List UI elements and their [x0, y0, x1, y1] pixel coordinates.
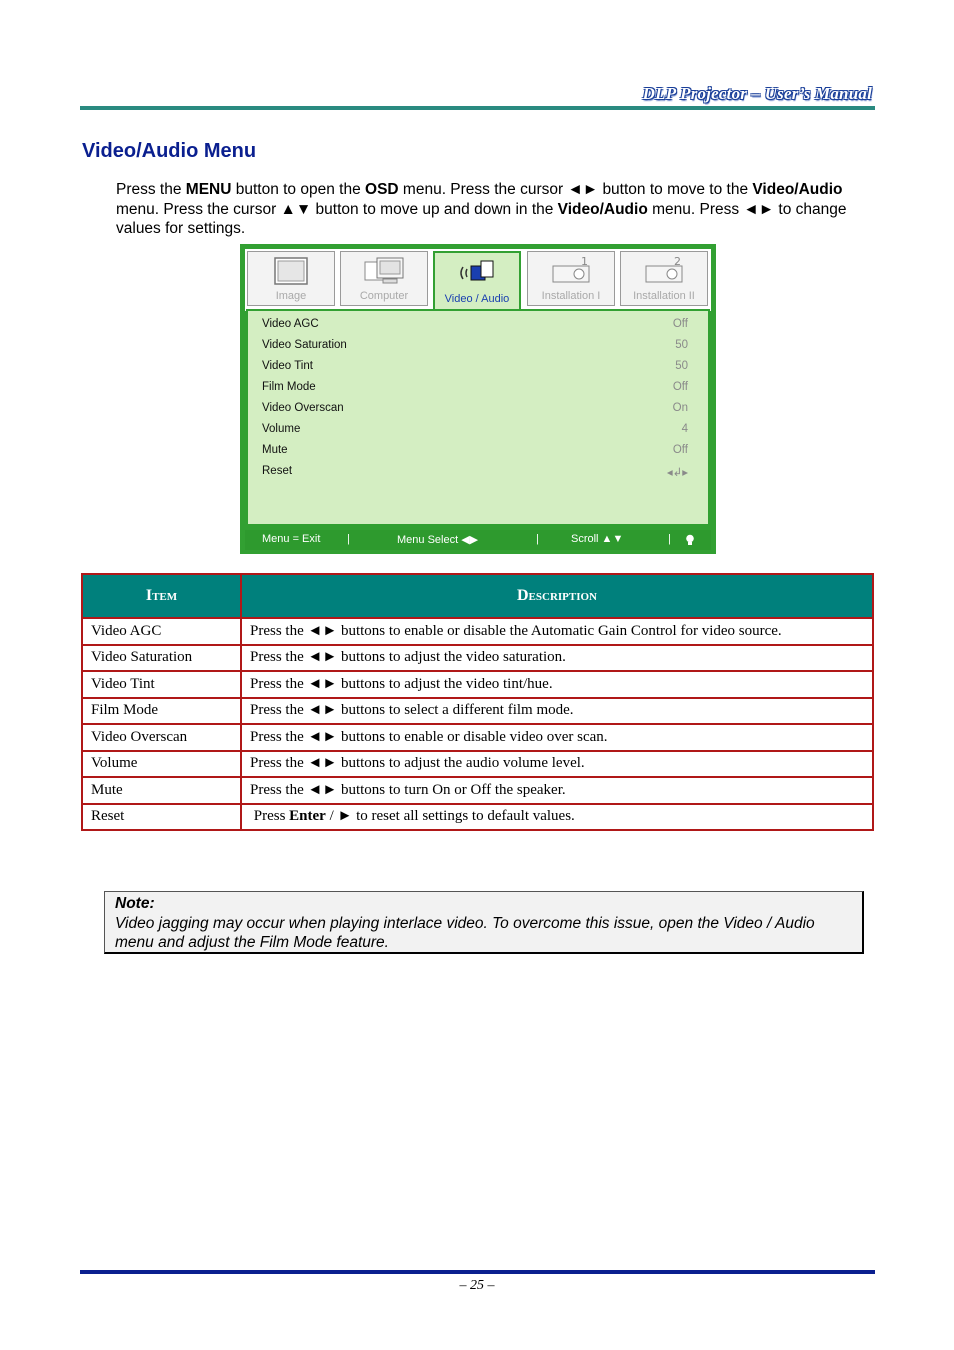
osd-row-value: Off [672, 318, 688, 330]
footer-separator: | [668, 533, 671, 545]
osd-row-video-agc[interactable] [262, 315, 688, 335]
description-cell: Press the ◄► buttons to enable or disable video over scan. [241, 724, 873, 751]
osd-row-mute[interactable] [262, 441, 688, 461]
osd-row-label: Video Tint [262, 360, 313, 372]
description-table [81, 573, 874, 831]
osd-row-value: Off [672, 444, 688, 456]
image-icon [272, 256, 310, 288]
note-box [104, 891, 864, 954]
note-title: Note: [115, 895, 155, 912]
scroll-hint: Scroll ▲▼ [571, 533, 624, 545]
osd-row-value: 4 [681, 423, 688, 435]
item-cell: Video Saturation [82, 645, 241, 672]
tab-installation-1[interactable] [527, 251, 615, 306]
osd-row-label: Video AGC [262, 318, 319, 330]
tab-label: Computer [359, 290, 409, 302]
enter-icon: ◂↲▸ [666, 467, 688, 479]
footer-separator: | [347, 533, 350, 545]
table-row [82, 804, 873, 831]
table-row [82, 671, 873, 698]
footer-rule [80, 1270, 875, 1274]
page-number: – 25 – [459, 1278, 495, 1293]
section-title: Video/Audio Menu [82, 140, 257, 162]
lightbulb-icon [685, 534, 695, 546]
column-header-description: Description [241, 574, 873, 618]
osd-row-label: Video Overscan [262, 402, 344, 414]
osd-row-value: On [672, 402, 688, 414]
osd-row-label: Reset [262, 465, 293, 477]
description-cell: Press the ◄► buttons to adjust the video saturation. [241, 645, 873, 672]
table-header-row [82, 574, 873, 618]
tab-installation-2[interactable] [620, 251, 708, 306]
osd-tab-bar [245, 249, 711, 311]
osd-menu [240, 244, 716, 554]
osd-footer [245, 530, 711, 550]
intro-paragraph: Press the MENU button to open the OSD menu. Press the cursor ◄► button to move to the Video/Audio menu. Press the cursor ▲▼ button to move up and down in the Video/Audio menu. Press ◄► to change values for settings. [116, 181, 847, 237]
description-cell: Press Enter / ► to reset all settings to default values. [241, 804, 873, 831]
osd-row-label: Volume [262, 423, 301, 435]
item-cell: Video AGC [82, 618, 241, 645]
osd-row-video-tint[interactable] [262, 357, 688, 377]
menu-exit-hint: Menu = Exit [262, 533, 321, 545]
osd-row-video-saturation[interactable] [262, 336, 688, 356]
tab-label: Installation II [633, 290, 695, 302]
table-row [82, 777, 873, 804]
description-cell: Press the ◄► buttons to adjust the audio volume level. [241, 751, 873, 778]
tab-image[interactable] [247, 251, 335, 306]
table-row [82, 645, 873, 672]
tab-label: Image [275, 290, 307, 302]
header-title: DLP Projector – User’s Manual [642, 84, 872, 103]
osd-row-label: Film Mode [262, 381, 316, 393]
note-text: Video jagging may occur when playing interlace video. To overcome this issue, open the Video / Audio menu and adjust the Film Mode feature. [115, 914, 815, 951]
footer-separator: | [536, 533, 539, 545]
tab-computer[interactable] [340, 251, 428, 306]
table-row [82, 698, 873, 725]
osd-settings-list [246, 309, 710, 526]
item-cell: Film Mode [82, 698, 241, 725]
description-cell: Press the ◄► buttons to enable or disable the Automatic Gain Control for video source. [241, 618, 873, 645]
svg-text:1: 1 [581, 256, 588, 268]
osd-row-value: Off [672, 381, 688, 393]
item-cell: Volume [82, 751, 241, 778]
osd-row-label: Mute [262, 444, 288, 456]
table-row [82, 724, 873, 751]
header-rule [80, 106, 875, 110]
table-row [82, 618, 873, 645]
table-row [82, 751, 873, 778]
video-audio-icon [453, 257, 501, 289]
osd-row-reset[interactable] [262, 462, 688, 482]
projector-2-icon [642, 256, 686, 288]
item-cell: Mute [82, 777, 241, 804]
osd-row-value: 50 [675, 339, 688, 351]
svg-text:2: 2 [674, 256, 681, 268]
osd-row-film-mode[interactable] [262, 378, 688, 398]
tab-video-audio[interactable] [433, 251, 521, 311]
item-cell: Video Overscan [82, 724, 241, 751]
computer-icon [361, 256, 407, 288]
osd-row-value: 50 [675, 360, 688, 372]
osd-row-volume[interactable] [262, 420, 688, 440]
item-cell: Reset [82, 804, 241, 831]
menu-select-hint: Menu Select ◀▶ [397, 534, 479, 546]
projector-1-icon [549, 256, 593, 288]
item-cell: Video Tint [82, 671, 241, 698]
tab-label: Installation I [541, 290, 601, 302]
osd-row-video-overscan[interactable] [262, 399, 688, 419]
description-cell: Press the ◄► buttons to adjust the video tint/hue. [241, 671, 873, 698]
column-header-item: Item [82, 574, 241, 618]
osd-row-label: Video Saturation [262, 339, 347, 351]
tab-label: Video / Audio [444, 293, 510, 305]
description-cell: Press the ◄► buttons to turn On or Off the speaker. [241, 777, 873, 804]
description-cell: Press the ◄► buttons to select a different film mode. [241, 698, 873, 725]
